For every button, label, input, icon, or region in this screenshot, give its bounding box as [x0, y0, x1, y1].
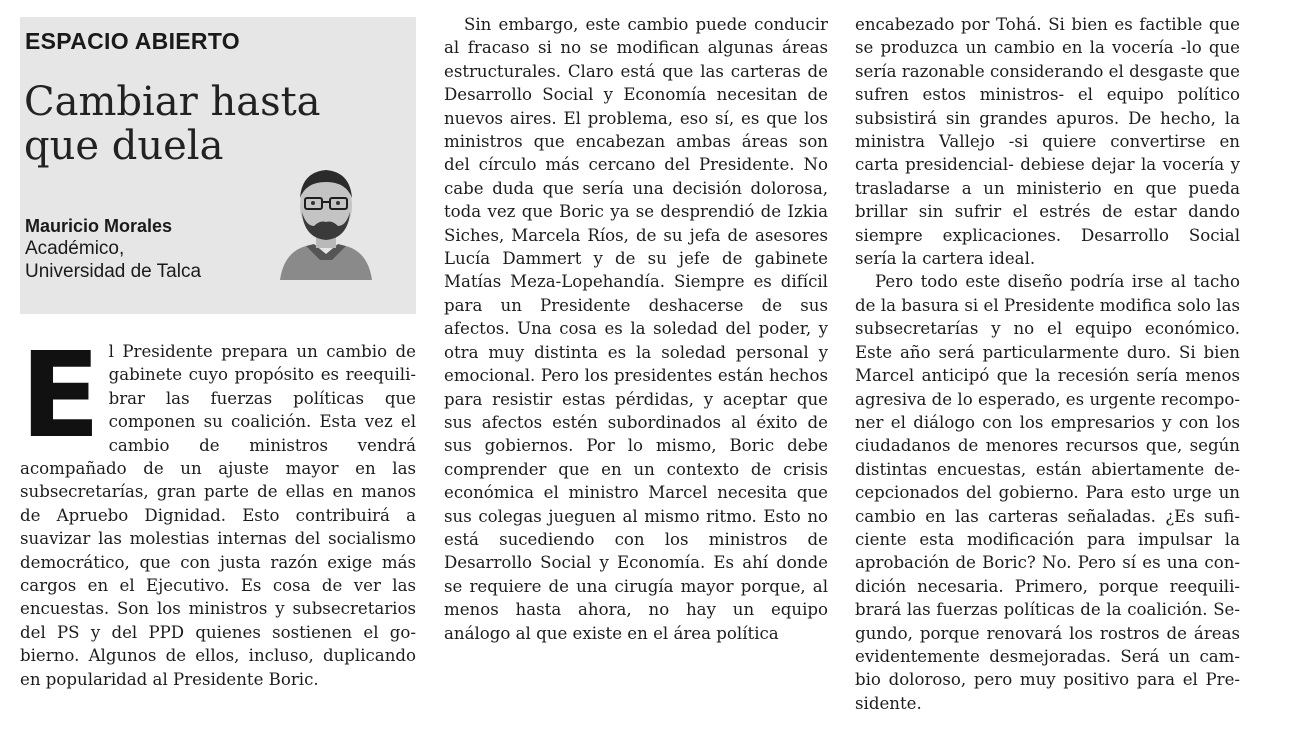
article-column-1	[20, 326, 416, 691]
article-paragraph-2-continued: encabezado por Tohá. Si bien es factible que se produzca un cambio en la vocería -lo que sería razonable considerando el desgaste que sufren estos ministros- el equipo político subsistirá sin grandes apuros. De hecho, la ministra Vallejo -si quiere convertirse en carta presidencial- debiese dejar la vocería y trasladarse a un ministerio en que pueda brillar sin sufrir el estrés de estar dando siempre explicaciones. Desarrollo Social sería la cartera ideal.	[855, 15, 1240, 269]
section-label	[25, 28, 240, 55]
author-role	[25, 237, 201, 283]
author-role-line-1: Académico,	[25, 238, 125, 259]
article-paragraph-1-text: l Presidente prepara un cambio de gabinete cuyo propósito es reequilibrar las fuerzas políticas que componen su coalición. Esta vez el cambio de ministros vendrá acompañado de un ajuste mayor en las subsecretarías, gran parte de ellas en manos de Apruebo Dignidad. Esto contribuirá a suavizar las molestias internas del socialismo democrático, que con justa razón exige más cargos en el Ejecutivo. Es cosa de ver las encuestas. Son los ministros y subsecretarios del PS y del PPD quienes sostienen el gobierno. Algunos de ellos, incluso, duplicando en popularidad al Presidente Boric.	[20, 342, 416, 689]
headline-line-1: Cambiar hasta	[24, 79, 321, 125]
drop-cap: E	[20, 326, 101, 464]
article-column-3	[855, 13, 1240, 715]
article-column-2	[444, 13, 828, 645]
headline-line-2: que duela	[24, 123, 224, 169]
author-role-line-2: Universidad de Talca	[25, 261, 202, 282]
author-name: Mauricio Morales	[25, 216, 173, 236]
article-paragraph-2: Sin embargo, este cambio puede conducir al fracaso si no se modifican algunas áreas estructurales. Claro está que las carteras de Desarrollo Social y Economía necesitan de nuevos aires. El problema, eso sí, es que los ministros que encabezan ambas áreas son del círculo más cercano del Presidente. No cabe duda que sería una decisión dolorosa, toda vez que Boric ya se desprendió de Izkia Siches, Marcela Ríos, de su jefa de asesores Lucía Dammert y de su jefe de gabinete Matías Meza-Lopehandía. Siempre es difícil para un Presidente deshacerse de sus afectos. Una cosa es la soledad del poder, y otra muy distinta es la soledad personal y emocional. Pero los presidentes están hechos para resistir estas pérdidas, y aceptar que sus afectos estén subordinados al éxito de sus gobiernos. Por lo mismo, Boric debe comprender que en un contexto de crisis económica el ministro Marcel necesita que sus colegas jueguen al mismo ritmo. Esto no está sucediendo con los ministros de Desarrollo Social y Economía. Es ahí donde se requiere de una cirugía mayor porque, al menos hasta ahora, no hay un equipo análogo al que existe en el área política	[444, 15, 828, 643]
article-paragraph-3: Pero todo este diseño podría irse al tacho de la basura si el Presidente modifica solo las subsecretarías y no el equipo económico. Este año será particularmente duro. Si bien Marcel anticipó que la recesión sería menos agresiva de lo esperado, es urgente recomponer el diálogo con los empresarios y con los ciudadanos de menores recursos que, según distintas encuestas, están abiertamente decepcionados del gobierno. Para esto urge un cambio en las carteras señaladas. ¿Es suficiente esta modificación para impulsar la aprobación de Boric? No. Pero sí es una condición necesaria. Primero, porque reequilibrará las fuerzas políticas de la coalición. Segundo, porque renovará los rostros de áreas evidentemente desmejoradas. Será un cambio doloroso, pero muy positivo para el Presidente.	[855, 272, 1240, 713]
author-portrait-icon	[276, 160, 376, 280]
article-paragraph-1	[20, 326, 416, 691]
section-label-rest: ABIERTO	[134, 28, 240, 54]
headline	[24, 80, 324, 168]
section-label-bold: ESPACIO	[25, 28, 129, 54]
